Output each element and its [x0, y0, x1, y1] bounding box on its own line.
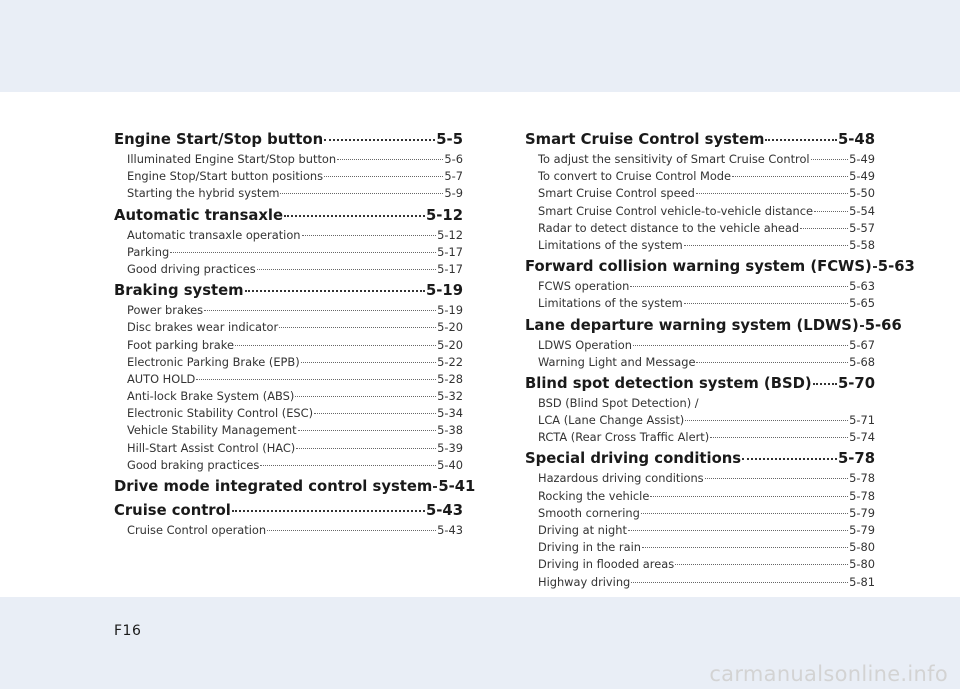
toc-entry[interactable]: [525, 505, 875, 522]
entry-title: Power brakes: [127, 303, 204, 318]
section-page: 5-78: [837, 450, 875, 468]
leader-dots: [245, 290, 425, 292]
toc-entry[interactable]: [525, 295, 875, 312]
section-title: Forward collision warning system (FCWS): [525, 258, 872, 276]
entry-page: 5-20: [437, 320, 463, 335]
entry-page: 5-17: [437, 244, 463, 259]
entry-page: 5-78: [849, 471, 875, 486]
entry-page: 5-22: [437, 354, 463, 369]
entry-title: Limitations of the system: [538, 296, 683, 311]
toc-entry[interactable]: [114, 371, 463, 388]
entry-title: To convert to Cruise Control Mode: [538, 169, 732, 184]
toc-section[interactable]: [114, 129, 463, 151]
toc-entry[interactable]: [525, 168, 875, 185]
entry-title: Driving at night: [538, 523, 627, 537]
entry-title: Electronic Stability Control (ESC): [127, 406, 314, 421]
toc-right-column: [525, 127, 915, 591]
section-title: Smart Cruise Control system: [525, 131, 765, 148]
toc-entry[interactable]: [525, 185, 875, 202]
leader-dots: [280, 193, 443, 194]
section-page: 5-66: [864, 316, 902, 334]
toc-entry[interactable]: [525, 488, 875, 505]
entry-title: Smooth cornering: [538, 505, 640, 520]
toc-left-column: [114, 127, 476, 539]
entry-page: 5-38: [437, 423, 463, 438]
toc-section[interactable]: [114, 476, 476, 498]
entry-title: Driving in the rain: [538, 540, 641, 555]
toc-section[interactable]: [525, 129, 875, 151]
entry-title: Hill-Start Assist Control (HAC): [127, 440, 296, 455]
entry-page: 5-67: [849, 337, 875, 352]
entry-title: Warning Light and Message: [538, 354, 696, 369]
entry-title: FCWS operation: [538, 279, 630, 294]
leader-dots: [684, 303, 848, 304]
toc-entry[interactable]: [114, 319, 463, 336]
entry-title: Good driving practices: [127, 261, 256, 276]
toc-entry[interactable]: [114, 261, 463, 278]
leader-dots: [696, 193, 848, 194]
entry-page: 5-80: [849, 557, 875, 572]
entry-page: 5-54: [849, 203, 875, 218]
toc-entry[interactable]: [525, 237, 875, 254]
entry-title: RCTA (Rear Cross Traffic Alert): [538, 430, 710, 445]
entry-title: Good braking practices: [127, 457, 260, 472]
entry-title: Parking: [127, 244, 170, 259]
section-title: Drive mode integrated control system: [114, 478, 433, 495]
leader-dots: [257, 269, 436, 270]
section-page: 5-41: [438, 478, 476, 495]
entry-page: 5-49: [849, 152, 875, 166]
section-page: 5-5: [436, 131, 463, 148]
entry-page: 5-19: [437, 303, 463, 318]
toc-entry[interactable]: [525, 522, 875, 539]
section-page: 5-63: [877, 258, 915, 276]
toc-section[interactable]: [114, 280, 463, 302]
entry-page: 5-49: [849, 169, 875, 184]
entry-page: 5-20: [437, 337, 463, 352]
entry-page: 5-68: [849, 354, 875, 369]
entry-page: 5-71: [849, 413, 875, 428]
toc-entry[interactable]: [114, 354, 463, 371]
toc-entry[interactable]: [525, 203, 875, 220]
leader-dots: [324, 139, 435, 141]
section-title: Automatic transaxle: [114, 206, 284, 224]
leader-dots: [641, 513, 848, 514]
leader-dots: [732, 176, 848, 177]
leader-dots: [628, 530, 848, 531]
entry-title: Limitations of the system: [538, 237, 683, 252]
section-page: 5-12: [425, 206, 463, 224]
toc-section[interactable]: [114, 205, 463, 227]
leader-dots: [860, 325, 864, 327]
toc-entry[interactable]: [114, 185, 463, 202]
toc-entry[interactable]: [114, 337, 463, 354]
leader-dots: [314, 413, 436, 414]
leader-dots: [279, 327, 436, 328]
entry-page: 5-9: [444, 186, 463, 201]
toc-section[interactable]: [525, 448, 875, 470]
entry-page: 5-43: [437, 523, 463, 537]
entry-page: 5-17: [437, 261, 463, 276]
leader-dots: [337, 159, 443, 160]
entry-page: 5-7: [444, 169, 463, 184]
leader-dots: [433, 486, 437, 488]
leader-dots: [800, 228, 848, 229]
entry-page: 5-34: [437, 406, 463, 421]
leader-dots: [295, 396, 436, 397]
leader-dots: [302, 235, 437, 236]
toc-entry[interactable]: [525, 278, 875, 295]
entry-title: Engine Stop/Start button positions: [127, 169, 324, 184]
entry-title: Smart Cruise Control speed: [538, 186, 695, 201]
entry-title: Anti-lock Brake System (ABS): [127, 389, 295, 404]
leader-dots: [675, 564, 848, 565]
leader-dots: [298, 430, 437, 431]
entry-page: 5-80: [849, 540, 875, 555]
section-title: Special driving conditions: [525, 450, 742, 468]
entry-title: Illuminated Engine Start/Stop button: [127, 152, 337, 166]
leader-dots: [765, 139, 837, 141]
entry-title: Highway driving: [538, 574, 631, 589]
toc-entry[interactable]: [525, 556, 875, 573]
leader-dots: [873, 266, 877, 268]
leader-dots: [811, 159, 849, 160]
leader-dots: [196, 379, 436, 380]
leader-dots: [814, 211, 848, 212]
toc-entry[interactable]: [525, 220, 875, 237]
toc-entry[interactable]: [525, 354, 875, 371]
entry-page: 5-28: [437, 371, 463, 386]
leader-dots: [260, 465, 436, 466]
toc-entry[interactable]: [114, 244, 463, 261]
toc-entry[interactable]: [114, 422, 463, 439]
entry-title: Foot parking brake: [127, 337, 234, 352]
entry-page: 5-79: [849, 523, 875, 537]
entry-page: 5-79: [849, 505, 875, 520]
entry-title: To adjust the sensitivity of Smart Cruise Control: [538, 152, 810, 166]
toc-entry[interactable]: [114, 151, 463, 168]
watermark: carmanualsonline.info: [709, 662, 948, 686]
toc-section[interactable]: [525, 373, 875, 395]
leader-dots: [710, 437, 848, 438]
leader-dots: [685, 420, 848, 421]
entry-title: Disc brakes wear indicator: [127, 320, 279, 335]
toc-entry-heading[interactable]: BSD (Blind Spot Detection) /: [538, 395, 699, 410]
header-band: [0, 0, 960, 92]
leader-dots: [267, 530, 436, 531]
entry-title: AUTO HOLD: [127, 371, 196, 386]
leader-dots: [296, 448, 436, 449]
entry-page: 5-63: [849, 279, 875, 294]
entry-page: 5-74: [849, 430, 875, 445]
section-page: 5-43: [425, 502, 463, 519]
toc-section[interactable]: [114, 500, 463, 522]
leader-dots: [235, 345, 436, 346]
toc-entry[interactable]: [114, 522, 463, 539]
entry-title: LCA (Lane Change Assist): [538, 413, 685, 428]
section-title: Lane departure warning system (LDWS): [525, 316, 859, 334]
leader-dots: [633, 345, 848, 346]
entry-title: LDWS Operation: [538, 337, 632, 352]
entry-page: 5-39: [437, 440, 463, 455]
leader-dots: [631, 582, 848, 583]
entry-page: 5-65: [849, 296, 875, 311]
leader-dots: [232, 510, 425, 512]
entry-title: Automatic transaxle operation: [127, 227, 301, 242]
entry-title: Hazardous driving conditions: [538, 471, 704, 486]
toc-entry[interactable]: [114, 168, 463, 185]
entry-page: 5-12: [437, 227, 463, 242]
leader-dots: [324, 176, 443, 177]
toc-entry[interactable]: [525, 574, 875, 591]
leader-dots: [696, 362, 848, 363]
toc-entry[interactable]: [114, 457, 463, 474]
toc-entry[interactable]: [114, 388, 463, 405]
leader-dots: [813, 383, 837, 385]
toc-entry[interactable]: [114, 227, 463, 244]
toc-entry[interactable]: [525, 539, 875, 556]
entry-page: 5-78: [849, 488, 875, 503]
section-page: 5-48: [837, 131, 875, 148]
leader-dots: [170, 252, 436, 253]
toc-section[interactable]: [525, 315, 902, 337]
leader-dots: [742, 458, 837, 460]
leader-dots: [705, 478, 849, 479]
entry-page: 5-58: [849, 237, 875, 252]
toc-entry[interactable]: [114, 405, 463, 422]
entry-page: 5-57: [849, 220, 875, 235]
section-page: 5-19: [425, 282, 463, 300]
leader-dots: [630, 286, 848, 287]
leader-dots: [650, 496, 848, 497]
section-page: 5-70: [837, 374, 875, 392]
toc-section[interactable]: [525, 256, 915, 278]
toc-entry[interactable]: [525, 151, 875, 168]
entry-title: Starting the hybrid system: [127, 186, 280, 201]
entry-title: Radar to detect distance to the vehicle ahead: [538, 220, 800, 235]
toc-entry[interactable]: [525, 412, 875, 429]
toc-entry[interactable]: [525, 337, 875, 354]
leader-dots: [301, 362, 436, 363]
entry-title: Rocking the vehicle: [538, 488, 650, 503]
section-title: Braking system: [114, 282, 244, 300]
entry-page: 5-6: [444, 152, 463, 166]
toc-entry[interactable]: [114, 302, 463, 319]
toc-entry[interactable]: [525, 470, 875, 487]
section-title: Blind spot detection system (BSD): [525, 374, 812, 392]
section-title: Cruise control: [114, 502, 231, 519]
leader-dots: [204, 310, 436, 311]
leader-dots: [284, 215, 425, 217]
entry-title: Vehicle Stability Management: [127, 423, 297, 438]
entry-title: Driving in flooded areas: [538, 557, 675, 572]
toc-entry[interactable]: [114, 440, 463, 457]
entry-page: 5-40: [437, 457, 463, 472]
entry-title: Cruise Control operation: [127, 523, 267, 537]
leader-dots: [642, 547, 848, 548]
entry-title: Electronic Parking Brake (EPB): [127, 354, 300, 369]
entry-page: 5-32: [437, 389, 463, 404]
page-number: F16: [114, 623, 142, 639]
leader-dots: [684, 245, 848, 246]
section-title: Engine Start/Stop button: [114, 131, 324, 148]
entry-page: 5-50: [849, 186, 875, 201]
entry-page: 5-81: [849, 574, 875, 589]
entry-title: Smart Cruise Control vehicle-to-vehicle distance: [538, 203, 814, 218]
toc-entry[interactable]: [525, 429, 875, 446]
